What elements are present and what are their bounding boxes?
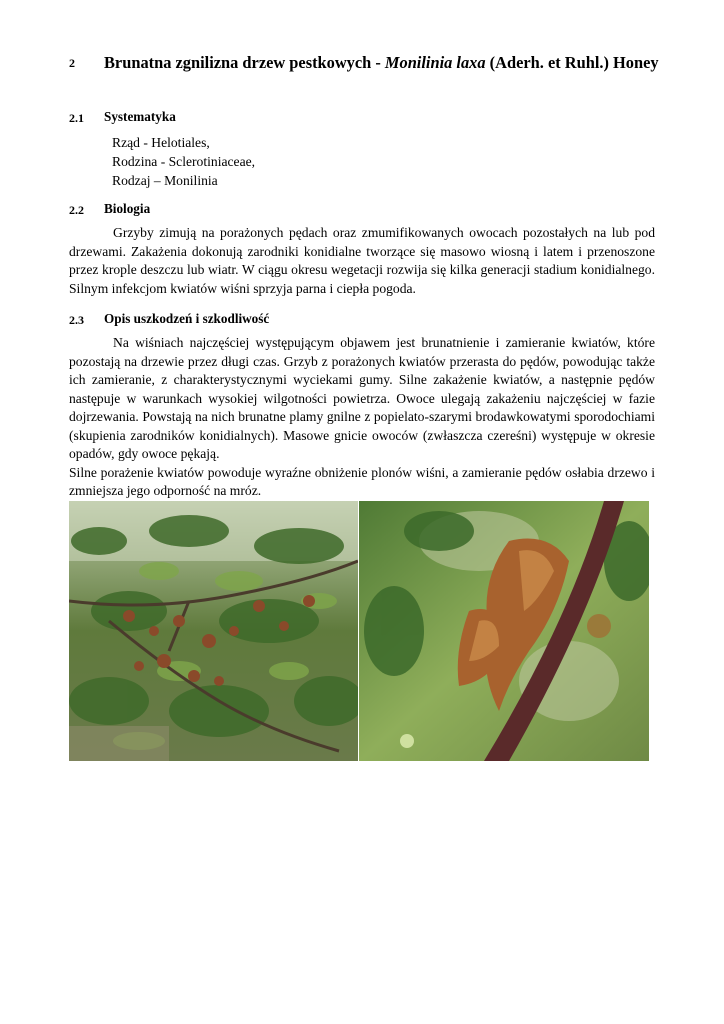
- section-number: 2: [69, 56, 75, 70]
- subsection-number-2-1: 2.1: [69, 111, 84, 125]
- taxonomy-list: [112, 133, 255, 190]
- subsection-heading-systematyka: Systematyka: [104, 109, 176, 124]
- subsection-number-2-2: 2.2: [69, 203, 84, 217]
- section-title: Brunatna zgnilizna drzew pestkowych - Monilinia laxa (Aderh. et Ruhl.) Honey: [104, 53, 659, 72]
- subsection-heading-opis: Opis uszkodzeń i szkodliwość: [104, 311, 270, 326]
- taxonomy-family: Rodzina - Sclerotiniaceae,: [112, 154, 256, 169]
- taxonomy-genus: Rodzaj – Monilinia: [112, 173, 218, 188]
- withered-brown-blossom-cluster-photo: [359, 501, 649, 761]
- opis-paragraph-2: Silne porażenie kwiatów powoduje wyraźne obniżenie plonów wiśni, a zamieranie pędów osłabia drzewo i zmniejsza jego odporność na mróz.: [69, 464, 655, 498]
- taxonomy-order: Rząd - Helotiales,: [112, 135, 210, 150]
- cherry-branch-blighted-blossoms-photo: [69, 501, 358, 761]
- opis-paragraph-1: Na wiśniach najczęściej występującym objawem jest brunatnienie i zamieranie kwiatów, które pozostają na drzewie przez długi czas. Grzyb z porażonych kwiatów przerasta do pędów, powodując także ich zamieranie, z charakterystycznymi wyciekami gumy. Silne zakażenie kwiatów, a następnie pędów następuje w warunkach wysokiej wilgotności powietrza. Owoce ulegają zakażeniu najczęściej w fazie dojrzewania. Powstają na nich brunatne plamy gnilne z popielato-szarymi brodawkowatymi sporodochiami (skupienia zarodników konidialnych). Masowe gnicie owoców (zwłaszcza czereśni) występuje w okresie opadów, gdy owoce pękają.: [69, 335, 655, 461]
- biologia-paragraph: Grzyby zimują na porażonych pędach oraz zmumifikowanych owocach pozostałych na lub pod drzewami. Zakażenia dokonują zarodniki konidialne tworzące się masowo wiosną i latem i przenoszone przez krople deszczu lub wiatr. W ciągu okresu wegetacji rozwija się kilka generacji stadium konidialnego. Silnym infekcjom kwiatów wiśni sprzyja parna i ciepła pogoda.: [69, 225, 655, 296]
- subsection-heading-biologia: Biologia: [104, 201, 151, 216]
- subsection-number-2-3: 2.3: [69, 313, 84, 327]
- opis-paragraphs: [69, 334, 655, 501]
